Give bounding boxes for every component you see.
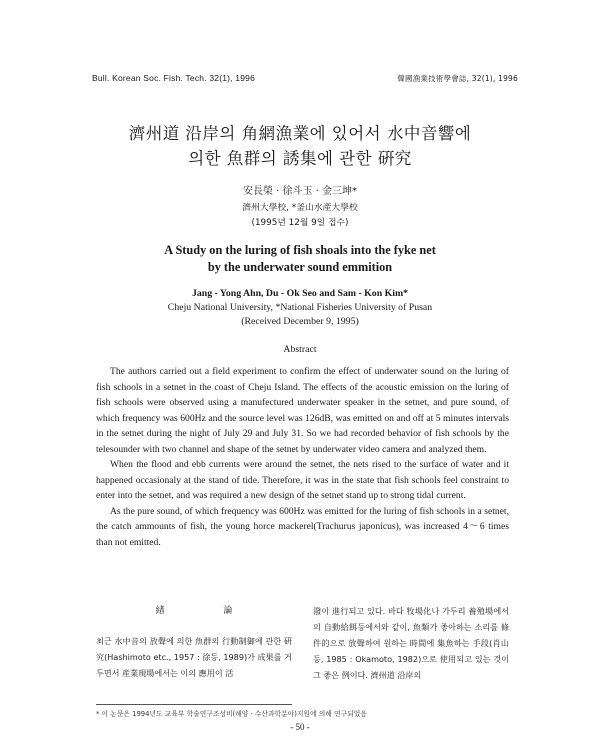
body-paragraph-right: 潑이 進行되고 있다. 바다 牧場化나 가두리 養殖場에서의 自動給餌등에서와 같이, 魚類가 좋아하는 소리를 條件的으로 放聲하여 원하는 時間에 集魚하는 手段(肖山등, 1985 : Okamoto, 1982)으로 使用되고 있는 것이 그 좋은 例이다. 濟州道 沿岸의 [313, 606, 509, 680]
korean-received-date: (1995년 12월 9일 접수) [251, 218, 349, 228]
page-number: - 50 - [290, 722, 310, 732]
body-column-left [96, 603, 292, 681]
journal-header-english: Bull. Korean Soc. Fish. Tech. 32(1), 1996 [92, 73, 256, 83]
english-title-line-2: by the underwater sound emmition [207, 260, 393, 274]
abstract-heading: Abstract [283, 344, 317, 355]
abstract-body [96, 364, 509, 550]
english-authors: Jang - Yong Ahn, Du - Ok Seo and Sam - Kon Kim* [191, 288, 409, 299]
section-title-introduction: 緖 論 [155, 606, 261, 616]
korean-authors: 安長榮 · 徐斗玉 · 金三坤* [242, 186, 358, 197]
journal-header-korean: 韓國漁業技術學會誌, 32(1), 1996 [397, 74, 518, 83]
body-column-right [313, 603, 509, 683]
korean-title-line-1: 濟州道 沿岸의 角網漁業에 있어서 水中音響에 [128, 124, 472, 143]
english-received-date: (Received December 9, 1995) [241, 316, 359, 327]
funding-footnote: * 이 논문은 1994년도 교육부 학술연구조성비(해양 · 수산과학분야)지원에 의해 연구되었음 [96, 710, 367, 718]
korean-affiliation: 濟州大學校, *釜山水產大學校 [242, 203, 358, 213]
english-affiliation: Cheju National University, *National Fisheries University of Pusan [167, 302, 433, 313]
abstract-paragraph-3: As the pure sound, of which frequency was 600Hz was emitted for the luring of fish schools in a setnet, the catch ammounts of fish, the young horce mackerel(Trachurus japonicus), was increased 4～6 times than not emitted. [96, 505, 509, 548]
footnote-divider [96, 704, 292, 705]
english-title-line-1: A Study on the luring of fish shoals into the fyke net [164, 243, 436, 257]
body-paragraph-left: 최근 水中音의 放聲에 의한 魚群의 行動制御에 관한 硏究(Hashimoto etc., 1957 : 徐등, 1989)가 成果를 거두면서 産業現場에서는 이의 應用이 活 [96, 636, 292, 678]
korean-title-line-2: 의한 魚群의 誘集에 관한 硏究 [188, 149, 412, 168]
abstract-paragraph-2: When the flood and ebb currents were around the setnet, the nets rised to the surface of water and it happened occasionaly at the stand of tide. Therefore, it was in the state that fish schools feel constraint to enter into the setnet, and was required a new design of the setnet stand up to strong tidal current. [96, 459, 509, 501]
abstract-paragraph-1: The authors carried out a field experiment to confirm the effect of underwater sound on the luring of fish schools in a setnet in the coast of Cheju Island. The effects of the acoustic emission on the luring of fish schools were observed using a manufectured underwater speaker in the setnet, and pure sound, of which frequency was 600Hz and the source level was 126dB, was emitted on and off at 5 minutes intervals in the setnet during the night of July 29 and July 31. So we had recorded behavior of fish schools by the telesounder with two channel and shape of the setnet by underwater video camera and analyzed them. [96, 366, 509, 455]
